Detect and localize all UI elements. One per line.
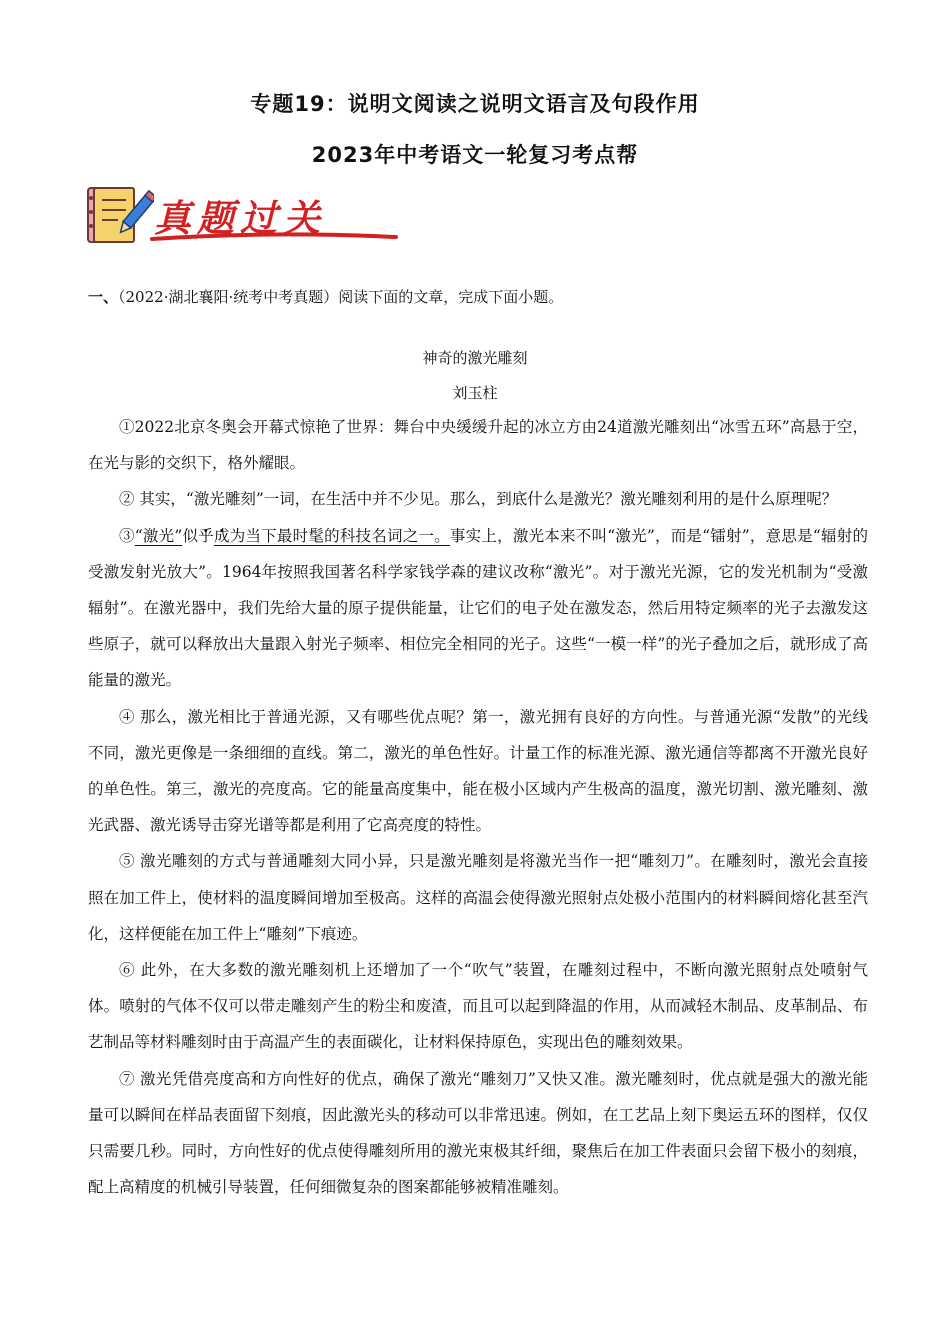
paragraph-3-number: ③ (119, 526, 135, 545)
banner-title: 真题过关 (154, 196, 326, 240)
banner-underline (150, 230, 400, 244)
question-instruction (88, 286, 563, 307)
paragraph-3 (88, 518, 868, 699)
paragraph-5: ⑤ 激光雕刻的方式与普通雕刻大同小异，只是激光雕刻是将激光当作一把“雕刻刀”。在雕刻时，激光会直接照在加工件上，使材料的温度瞬间增加至极高。这样的高温会使得激光照射点处极小范围内的材料瞬间熔化甚至汽化，这样便能在加工件上“雕刻”下痕迹。 (88, 852, 868, 943)
question-number: 一、 (88, 288, 119, 306)
page-title: 专题19：说明文阅读之说明文语言及句段作用 (250, 92, 700, 116)
notebook-pencil-icon (84, 184, 154, 246)
emphasis-char-1: 似 (182, 526, 199, 545)
underlined-phrase: 成为当下最时髦的科技名词之一。 (213, 526, 450, 545)
question-text: （2022·湖北襄阳·统考中考真题）阅读下面的文章，完成下面小题。 (118, 288, 564, 306)
underlined-term: “激光” (134, 526, 183, 545)
paragraph-6: ⑥ 此外，在大多数的激光雕刻机上还增加了一个“吹气”装置，在雕刻过程中，不断向激光照射点处喷射气体。喷射的气体不仅可以带走雕刻产生的粉尘和废渣，而且可以起到降温的作用，从而减轻木制品、皮革制品、布艺制品等材料雕刻时由于高温产生的表面碳化，让材料保持原色，实现出色的雕刻效果。 (88, 961, 868, 1052)
article-title: 神奇的激光雕刻 (422, 349, 528, 367)
paragraph-4: ④ 那么，激光相比于普通光源，又有哪些优点呢？第一，激光拥有良好的方向性。与普通光源“发散”的光线不同，激光更像是一条细细的直线。第二，激光的单色性好。计量工作的标准光源、激光通信等都离不开激光良好的单色性。第三，激光的亮度高。它的能量高度集中，能在极小区域内产生极高的温度，激光切割、激光雕刻、激光武器、激光诱导击穿光谱等都是利用了它高亮度的特性。 (88, 707, 868, 835)
paragraph-3-rest: 事实上，激光本来不叫“激光”，而是“镭射”，意思是“辐射的受激发射光放大”。1964年按照我国著名科学家钱学森的建议改称“激光”。对于激光光源，它的发光机制为“受激辐射”。在激光器中，我们先给大量的原子提供能量，让它们的电子处在激发态，然后用特定频率的光子去激发这些原子，就可以释放出大量跟入射光子频率、相位完全相同的光子。这些“一模一样”的光子叠加之后，就形成了高能量的激光。 (88, 526, 868, 690)
page-subtitle: 2023年中考语文一轮复习考点帮 (311, 143, 639, 167)
paragraph-1: ①2022北京冬奥会开幕式惊艳了世界：舞台中央缓缓升起的冰立方由24道激光雕刻出“冰雪五环”高悬于空，在光与影的交织下，格外耀眼。 (88, 418, 868, 473)
emphasis-char-2: 乎 (198, 526, 214, 545)
article-body (88, 409, 868, 1205)
section-banner (84, 184, 330, 246)
paragraph-7: ⑦ 激光凭借亮度高和方向性好的优点，确保了激光“雕刻刀”又快又准。激光雕刻时，优点就是强大的激光能量可以瞬间在样品表面留下刻痕，因此激光头的移动可以非常迅速。例如，在工艺品上刻下奥运五环的图样，仅仅只需要几秒。同时，方向性好的优点使得雕刻所用的激光束极其纤细，聚焦后在加工件表面只会留下极小的刻痕，配上高精度的机械引导装置，任何细微复杂的图案都能够被精准雕刻。 (88, 1069, 868, 1197)
paragraph-2: ② 其实，“激光雕刻”一词，在生活中并不少见。那么，到底什么是激光？激光雕刻利用的是什么原理呢？ (119, 490, 838, 509)
article-author: 刘玉柱 (452, 384, 498, 402)
